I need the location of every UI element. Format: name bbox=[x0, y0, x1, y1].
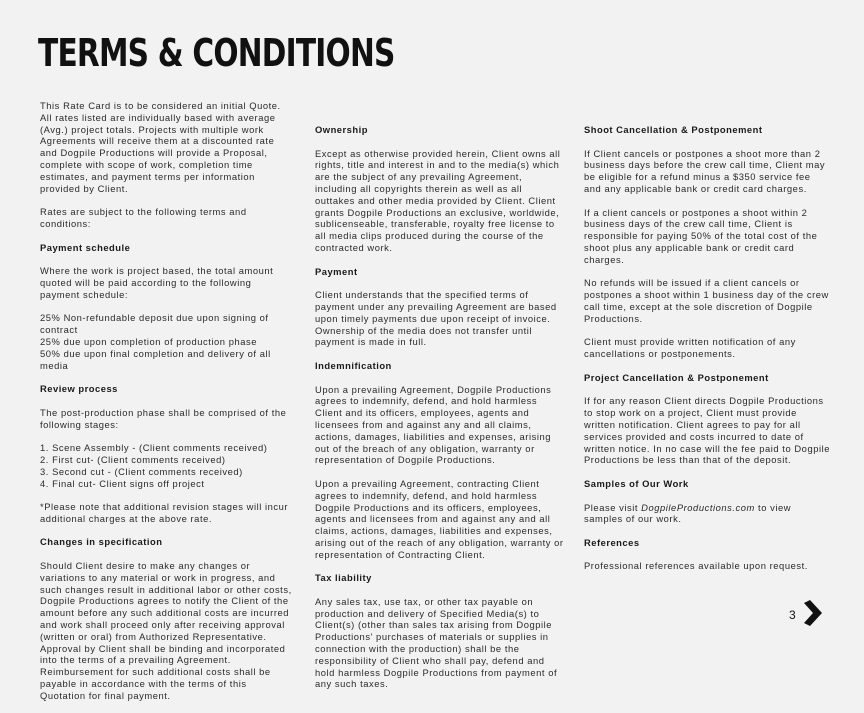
project-cancellation-heading: Project Cancellation & Postponement bbox=[584, 371, 769, 383]
tax-liability-text: Any sales tax, use tax, or other tax payable on production and delivery of Specified Media(s) to Client(s) (other than sales tax arising from Dogpile Productions' purchases of materials or supplies in connection with the production) shall be the responsibility of Client who shall pay, defend and hold harmless Dogpile Productions from payment of any such taxes. bbox=[315, 595, 558, 690]
payment-heading: Payment bbox=[315, 265, 358, 277]
list-item: 25% due upon completion of production phase bbox=[40, 335, 258, 347]
shoot-cancellation-heading: Shoot Cancellation & Postponement bbox=[584, 124, 763, 135]
samples-text bbox=[584, 502, 830, 526]
indemnification-text-1: Upon a prevailing Agreement, Dogpile Productions agrees to indemnify, defend, and hold harmless Client and its officers, employees, agents and licensees from and against any and all claims, actions, damages, liabilities and expenses, arising out of the breach of any obligation, warranty or representation of Dogpile Productions. bbox=[315, 383, 552, 466]
subject-paragraph: Rates are subject to the following terms and conditions: bbox=[40, 206, 247, 229]
list-item: 4. Final cut- Client signs off project bbox=[40, 477, 205, 489]
payment-schedule-heading: Payment schedule bbox=[40, 241, 131, 253]
list-item: 2. First cut- (Client comments received) bbox=[40, 453, 226, 465]
list-item: 1. Scene Assembly - (Client comments received) bbox=[40, 442, 268, 454]
payment-text: Client understands that the specified terms of payment under any prevailing Agreement are based upon timely payments due upon receipt of invoice. Ownership of the media does not transfer until payment is made in full. bbox=[315, 289, 557, 348]
website-link[interactable]: DogpileProductions.com bbox=[641, 501, 755, 513]
list-item: 3. Second cut - (Client comments received) bbox=[40, 465, 243, 477]
ownership-heading: Ownership bbox=[315, 124, 368, 135]
samples-prefix: Please visit bbox=[584, 501, 642, 513]
project-cancellation-text: If for any reason Client directs Dogpile Productions to stop work on a project, Client must provide written notification. Client agrees to pay for all services provided and costs incurred to date of written notice. In no case will the fee paid to Dogpile Productions be less than that of the deposit. bbox=[584, 395, 830, 466]
shoot-cancellation-text-3: No refunds will be issued if a client cancels or postpones a shoot within 1 business day of the crew call time, except at the sole discretion of Dogpile Productions. bbox=[584, 277, 829, 324]
review-process-heading: Review process bbox=[40, 383, 118, 395]
list-item: 25% Non-refundable deposit due upon signing of contract bbox=[40, 312, 269, 336]
references-heading: References bbox=[584, 536, 640, 548]
changes-text: Should Client desire to make any changes or variations to any material or work in progress, and such changes result in additional labor or other costs, Dogpile Productions agrees to notify the Client of the amount before any such additional costs are incurred and work shall proceed only after receiving approval (written or oral) from Authorized Representative. Approval by Client shall be binding and incorporated into the terms of a prevailing Agreement. Reimbursement for such additional costs shall be payable in accordance with the terms of this Quotation for final payment. bbox=[40, 560, 292, 701]
shoot-cancellation-text-2: If a client cancels or postpones a shoot within 2 business days of the crew call time, Client is responsible for paying 50% of the total cost of the shoot plus any applicable bank or credit card charges. bbox=[584, 206, 818, 265]
payment-schedule-list bbox=[40, 312, 292, 371]
page-number: 3 bbox=[789, 608, 796, 622]
intro-paragraph: This Rate Card is to be considered an initial Quote. All rates listed are individually based with average (Avg.) project totals. Projects with multiple work Agreements will receive them at a discounted rate and Dogpile Productions will provide a Proposal, complete with scope of work, completion time estimates, and payment terms per information provided by Client. bbox=[40, 100, 281, 194]
review-process-text: The post-production phase shall be comprised of the following stages: bbox=[40, 406, 287, 430]
shoot-cancellation-text-4: Client must provide written notification of any cancellations or postponements. bbox=[584, 336, 796, 360]
review-stages-list bbox=[40, 442, 292, 489]
references-text: Professional references available upon request. bbox=[584, 560, 808, 572]
column-middle bbox=[315, 124, 565, 702]
samples-suffix: to view samples of our work. bbox=[584, 501, 792, 525]
samples-heading: Samples of Our Work bbox=[584, 477, 689, 489]
tax-liability-heading: Tax liability bbox=[315, 572, 372, 584]
column-left bbox=[40, 100, 292, 713]
ownership-text: Except as otherwise provided herein, Client owns all rights, title and interest in and to the media(s) which are the subject of any prevailing Agreement, including all copyrights therein as well as all outtakes and other media provided by Client. Client grants Dogpile Productions an exclusive, worldwide, sublicenseable, transferable, royalty free license to all media clips produced during the course of the contracted work. bbox=[315, 147, 561, 253]
indemnification-text-2: Upon a prevailing Agreement, contracting Client agrees to indemnify, defend, and hold harmless Dogpile Productions and its officers, employees, agents and licensees from and against any and all claims, actions, damages, liabilities and expenses, arising out of the reach of any obligation, warranty or representation of Contracting Client. bbox=[315, 477, 564, 560]
shoot-cancellation-text-1: If Client cancels or postpones a shoot more than 2 business days before the crew call time, Client may be eligible for a refund minus a $350 service fee and any applicable bank or credit card charges. bbox=[584, 147, 826, 194]
indemnification-heading: Indemnification bbox=[315, 359, 392, 371]
column-right bbox=[584, 124, 830, 584]
list-item: 50% due upon final completion and delivery of all media bbox=[40, 347, 271, 371]
changes-heading: Changes in specification bbox=[40, 536, 163, 548]
chevron-right-icon[interactable] bbox=[802, 600, 824, 626]
page-title: TERMS & CONDITIONS bbox=[38, 31, 395, 75]
review-note: *Please note that additional revision stages will incur additional charges at the above rate. bbox=[40, 501, 289, 524]
payment-schedule-text: Where the work is project based, the total amount quoted will be paid according to the following payment schedule: bbox=[40, 265, 274, 300]
